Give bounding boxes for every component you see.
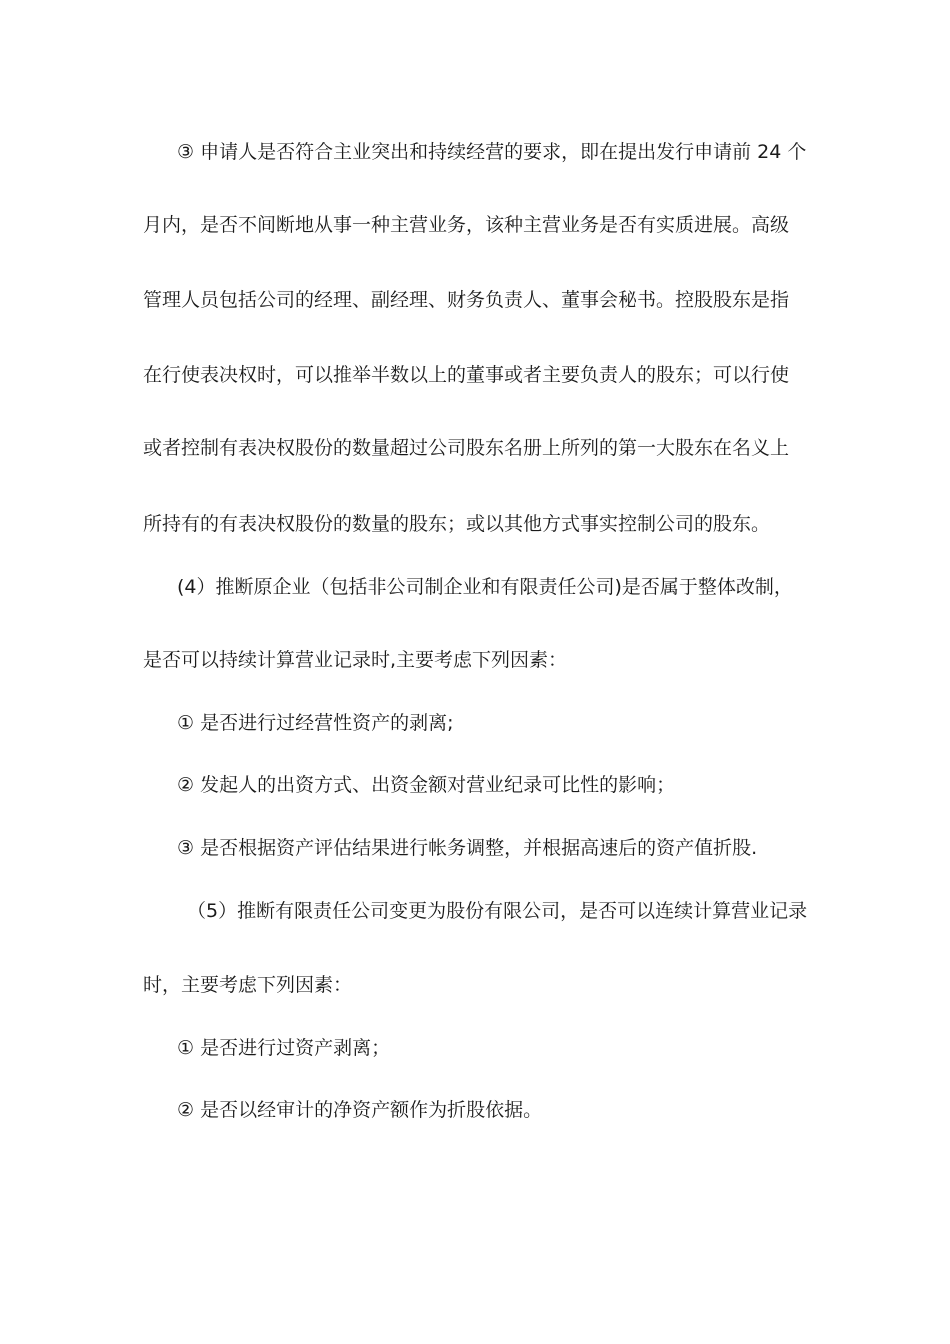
text-line-15: ② 是否以经审计的净资产额作为折股依据。 [177, 1099, 543, 1121]
text-line-10: ② 发起人的出资方式、出资金额对营业纪录可比性的影响； [177, 774, 676, 796]
text-line-14: ① 是否进行过资产剥离； [177, 1037, 391, 1059]
text-line-12: （5）推断有限责任公司变更为股份有限公司，是否可以连续计算营业记录 [187, 900, 808, 922]
text-line-11: ③ 是否根据资产评估结果进行帐务调整，并根据高速后的资产值折股. [177, 837, 758, 859]
text-line-7: (4）推断原企业（包括非公司制企业和有限责任公司)是否属于整体改制， [177, 576, 793, 598]
text-line-8: 是否可以持续计算营业记录时,主要考虑下列因素： [143, 649, 568, 671]
text-line-4: 在行使表决权时，可以推举半数以上的董事或者主要负责人的股东；可以行使 [143, 364, 790, 386]
text-line-5: 或者控制有表决权股份的数量超过公司股东名册上所列的第一大股东在名义上 [143, 437, 790, 459]
text-line-6: 所持有的有表决权股份的数量的股东；或以其他方式事实控制公司的股东。 [143, 513, 771, 535]
text-line-3: 管理人员包括公司的经理、副经理、财务负责人、董事会秘书。控股股东是指 [143, 289, 790, 311]
text-line-1: ③ 申请人是否符合主业突出和持续经营的要求，即在提出发行申请前 24 个 [177, 141, 807, 163]
text-line-2: 月内，是否不间断地从事一种主营业务，该种主营业务是否有实质进展。高级 [143, 214, 790, 236]
text-line-9: ① 是否进行过经营性资产的剥离; [177, 712, 454, 734]
text-line-13: 时，主要考虑下列因素： [143, 974, 353, 996]
